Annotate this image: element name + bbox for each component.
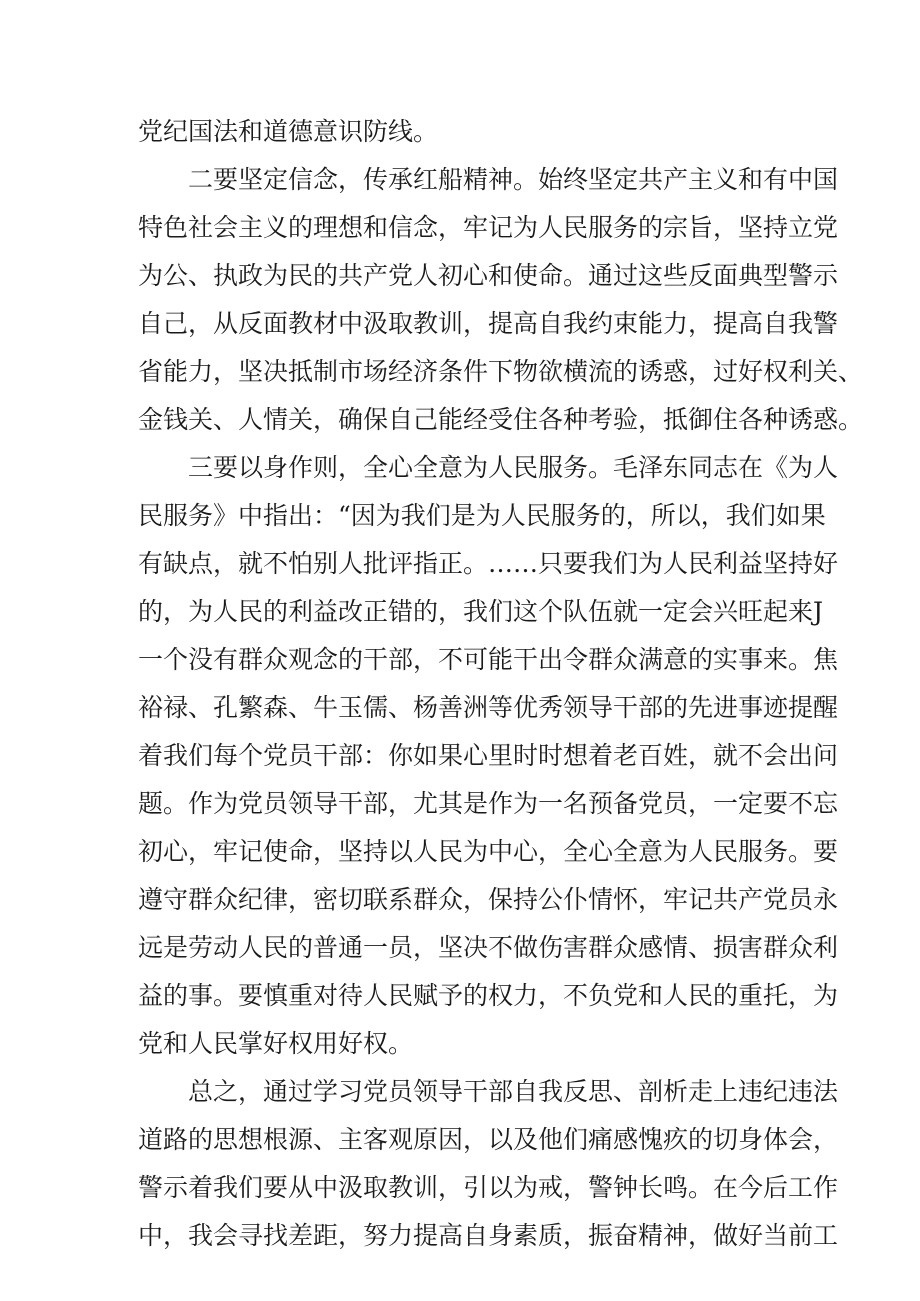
text-line: 益的事。要慎重对待人民赋予的权力，不负党和人民的重托，为 bbox=[138, 981, 839, 1010]
text-line: 中，我会寻找差距，努力提高自身素质，振奋精神，做好当前工 bbox=[138, 1221, 839, 1250]
text-line: 初心，牢记使命，坚持以人民为中心，全心全意为人民服务。要 bbox=[138, 837, 839, 866]
text-line: 为公、执政为民的共产党人初心和使命。通过这些反面典型警示 bbox=[138, 261, 839, 290]
text-line: 党纪国法和道德意识防线。 bbox=[138, 117, 439, 146]
text-line: 题。作为党员领导干部，尤其是作为一名预备党员，一定要不忘 bbox=[138, 789, 839, 818]
text-line: 警示着我们要从中汲取教训，引以为戒，警钟长鸣。在今后工作 bbox=[138, 1173, 839, 1202]
text-line: 有缺点，就不怕别人批评指正。……只要我们为人民利益坚持好 bbox=[138, 549, 839, 578]
text-line: 特色社会主义的理想和信念，牢记为人民服务的宗旨，坚持立党 bbox=[138, 213, 839, 242]
text-line: 自己，从反面教材中汲取教训，提高自我约束能力，提高自我警 bbox=[138, 309, 839, 338]
text-line: 裕禄、孔繁森、牛玉儒、杨善洲等优秀领导干部的先进事迹提醒 bbox=[138, 693, 839, 722]
text-line: 省能力，坚决抵制市场经济条件下物欲横流的诱惑，过好权利关、 bbox=[138, 357, 864, 386]
text-line: 一个没有群众观念的干部，不可能干出令群众满意的实事来。焦 bbox=[138, 645, 839, 674]
paragraph-first-line: 总之，通过学习党员领导干部自我反思、剖析走上违纪违法 bbox=[188, 1077, 839, 1106]
text-line: 的，为人民的利益改正错的，我们这个队伍就一定会兴旺起来J bbox=[138, 597, 824, 626]
paragraph-first-line: 二要坚定信念，传承红船精神。始终坚定共产主义和有中国 bbox=[188, 165, 839, 194]
text-line: 金钱关、人情关，确保自己能经受住各种考验，抵御住各种诱惑。 bbox=[138, 405, 864, 434]
text-line: 遵守群众纪律，密切联系群众，保持公仆情怀，牢记共产党员永 bbox=[138, 885, 839, 914]
paragraph-first-line: 三要以身作则，全心全意为人民服务。毛泽东同志在《为人 bbox=[188, 453, 839, 482]
text-line: 着我们每个党员干部：你如果心里时时想着老百姓，就不会出问 bbox=[138, 741, 839, 770]
text-line: 远是劳动人民的普通一员，坚决不做伤害群众感情、损害群众利 bbox=[138, 933, 839, 962]
text-line: 道路的思想根源、主客观原因，以及他们痛感愧疚的切身体会， bbox=[138, 1125, 839, 1154]
text-line: 党和人民掌好权用好权。 bbox=[138, 1029, 414, 1058]
text-line: 民服务》中指出：“因为我们是为人民服务的，所以，我们如果 bbox=[138, 501, 826, 530]
